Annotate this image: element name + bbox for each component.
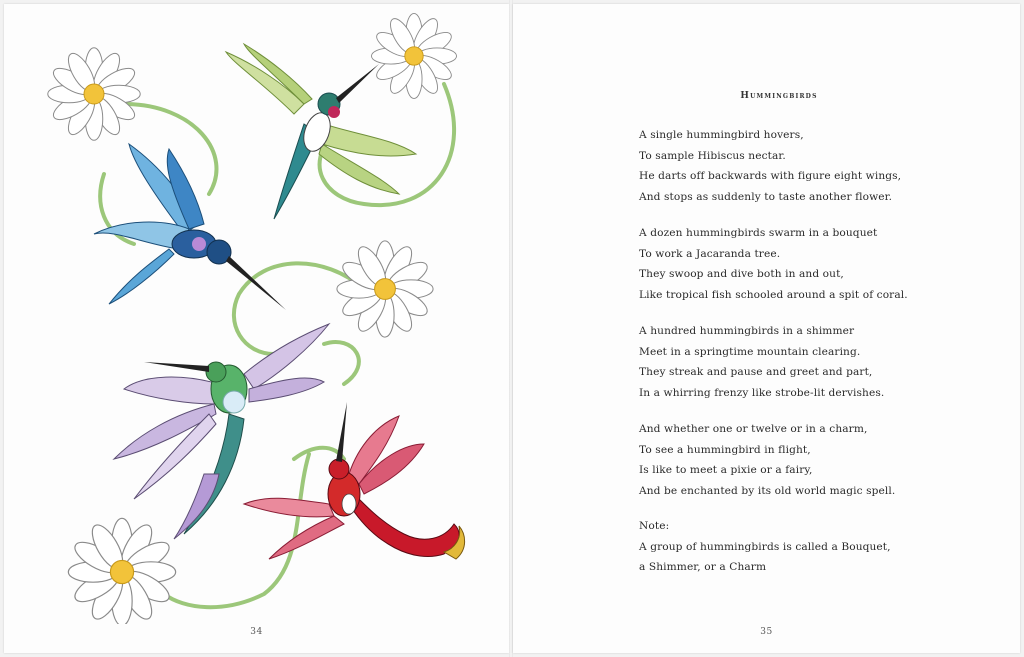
poem-line: And be enchanted by its old world magic spell. (639, 484, 896, 497)
hummingbirds-and-daisies-illustration (4, 4, 509, 624)
poem-title: Hummingbirds (740, 91, 818, 101)
page-number-left: 34 (250, 627, 263, 637)
note-line: a Shimmer, or a Charm (639, 561, 767, 573)
stanza-4 (639, 419, 895, 501)
note-line: A group of hummingbirds is called a Bouquet, (639, 540, 891, 553)
poem-line: He darts off backwards with figure eight wings, (639, 170, 902, 182)
poem-line: To sample Hibiscus nectar. (639, 149, 786, 162)
poem-line: In a whirring frenzy like strobe-lit dervishes. (639, 386, 885, 399)
right-page (513, 4, 1020, 653)
poem-line: To work a Jacaranda tree. (639, 247, 781, 260)
poem-line: They streak and pause and greet and part, (639, 366, 873, 378)
poem-line: And stops as suddenly to taste another flower. (639, 190, 893, 203)
poem-line: To see a hummingbird in flight, (639, 443, 811, 456)
poem-line: Like tropical fish schooled around a spit of coral. (639, 288, 908, 301)
note (639, 516, 891, 578)
stanza-1 (639, 125, 901, 207)
poem-line: A single hummingbird hovers, (639, 129, 804, 141)
poem-line: Meet in a springtime mountain clearing. (639, 345, 861, 358)
poem-line: Is like to meet a pixie or a fairy, (639, 464, 813, 476)
poem-line: A hundred hummingbirds in a shimmer (639, 325, 855, 337)
poem-line: A dozen hummingbirds swarm in a bouquet (639, 227, 878, 239)
poem-line: And whether one or twelve or in a charm, (639, 423, 868, 435)
note-label: Note: (639, 520, 670, 532)
stanza-3 (639, 321, 884, 403)
left-page (4, 4, 509, 653)
stanza-2 (639, 223, 908, 305)
page-number-right: 35 (760, 627, 773, 637)
poem-line: They swoop and dive both in and out, (639, 268, 844, 280)
